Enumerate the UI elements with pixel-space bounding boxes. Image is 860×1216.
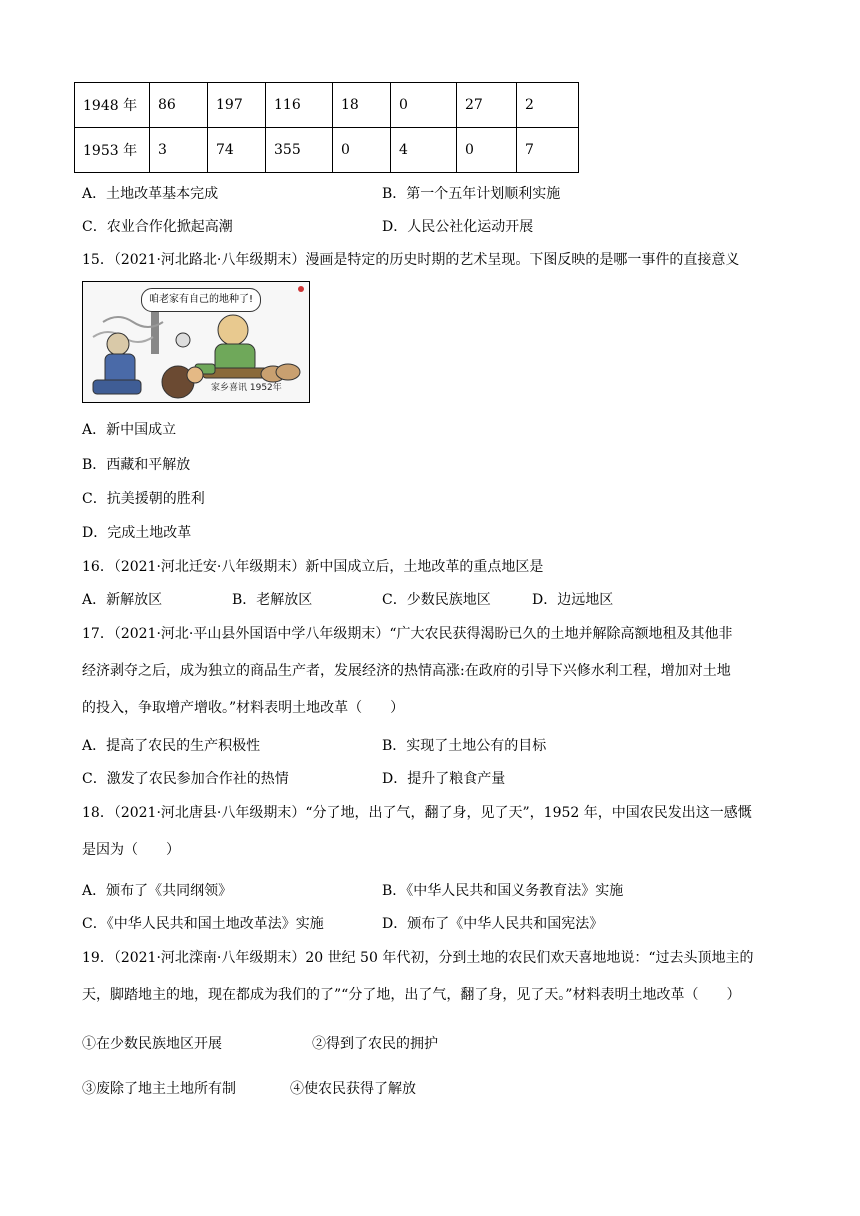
logo-mark [298,286,304,292]
question-stem-line: 17．（2021·河北·平山县外国语中学八年级期末）“广大农民获得渴盼已久的土地并解除高额地租及其他非 [82,626,733,642]
question-stem-line: 天，脚踏地主的地，现在都成为我们的了”“分了地，出了气，翻了身，见了天。”材料表明土地改革（ ） [82,987,741,1003]
option-d: D．边远地区 [532,592,614,608]
option-b: B．第一个五年计划顺利实施 [382,186,561,202]
option-a: A．提高了农民的生产积极性 [82,738,261,754]
option-c: C．农业合作化掀起高潮 [82,219,233,235]
table-row [75,128,579,173]
question-stem-line: 18．（2021·河北唐县·八年级期末）“分了地，出了气，翻了身，见了天”，1952 年，中国农民发出这一感慨 [82,805,752,821]
table-cell: 74 [208,128,266,173]
option-c: C．抗美援朝的胜利 [82,491,205,507]
question-stem: 16．（2021·河北迁安·八年级期末）新中国成立后，土地改革的重点地区是 [82,559,544,575]
table-cell: 2 [517,83,579,128]
table-cell: 3 [150,128,208,173]
table-row [75,83,579,128]
table-cell: 18 [333,83,391,128]
option-c: C．少数民族地区 [382,592,491,608]
statement-4: ④使农民获得了解放 [290,1081,416,1097]
option-c: C．激发了农民参加合作社的热情 [82,771,289,787]
option-a: A．新中国成立 [82,422,177,438]
option-a: A．土地改革基本完成 [82,186,219,202]
table-cell: 27 [457,83,517,128]
speech-bubble: 咱老家有自己的地种了! [141,288,261,312]
option-a: A．新解放区 [82,592,163,608]
question-stem-line: 经济剥夺之后，成为独立的商品生产者，发展经济的热情高涨:在政府的引导下兴修水利工程，增加对土地 [82,663,731,679]
question-stem-line: 19．（2021·河北滦南·八年级期末）20 世纪 50 年代初，分到土地的农民们欢天喜地地说：“过去头顶地主的 [82,950,754,966]
question-stem-line: 是因为（ ） [82,842,180,858]
statistics-table [74,82,579,173]
table-cell: 86 [150,83,208,128]
option-b: B．西藏和平解放 [82,457,191,473]
statement-2: ②得到了农民的拥护 [312,1036,438,1052]
option-d: D．人民公社化运动开展 [382,219,534,235]
table-cell: 1948 年 [75,83,150,128]
table-cell: 0 [457,128,517,173]
option-b: B．《中华人民共和国义务教育法》实施 [382,883,624,899]
table-cell: 197 [208,83,266,128]
statement-1: ①在少数民族地区开展 [82,1036,222,1052]
table-cell: 1953 年 [75,128,150,173]
table-cell: 0 [333,128,391,173]
table-cell: 7 [517,128,579,173]
table-cell: 4 [391,128,457,173]
option-a: A．颁布了《共同纲领》 [82,883,233,899]
option-d: D．完成土地改革 [82,525,192,541]
table-cell: 116 [266,83,333,128]
option-b: B．实现了土地公有的目标 [382,738,547,754]
cartoon-image [82,281,310,403]
question-stem-line: 的投入，争取增产增收。”材料表明土地改革（ ） [82,700,405,716]
question-stem: 15．（2021·河北路北·八年级期末）漫画是特定的历史时期的艺术呈现。下图反映的是哪一事件的直接意义 [82,252,740,268]
cartoon-caption: 家乡喜讯 1952年 [211,383,282,393]
table-cell: 355 [266,128,333,173]
statement-3: ③废除了地主土地所有制 [82,1081,236,1097]
option-b: B．老解放区 [232,592,313,608]
option-d: D．提升了粮食产量 [382,771,506,787]
option-d: D．颁布了《中华人民共和国宪法》 [382,916,604,932]
table-cell: 0 [391,83,457,128]
option-c: C．《中华人民共和国土地改革法》实施 [82,916,324,932]
